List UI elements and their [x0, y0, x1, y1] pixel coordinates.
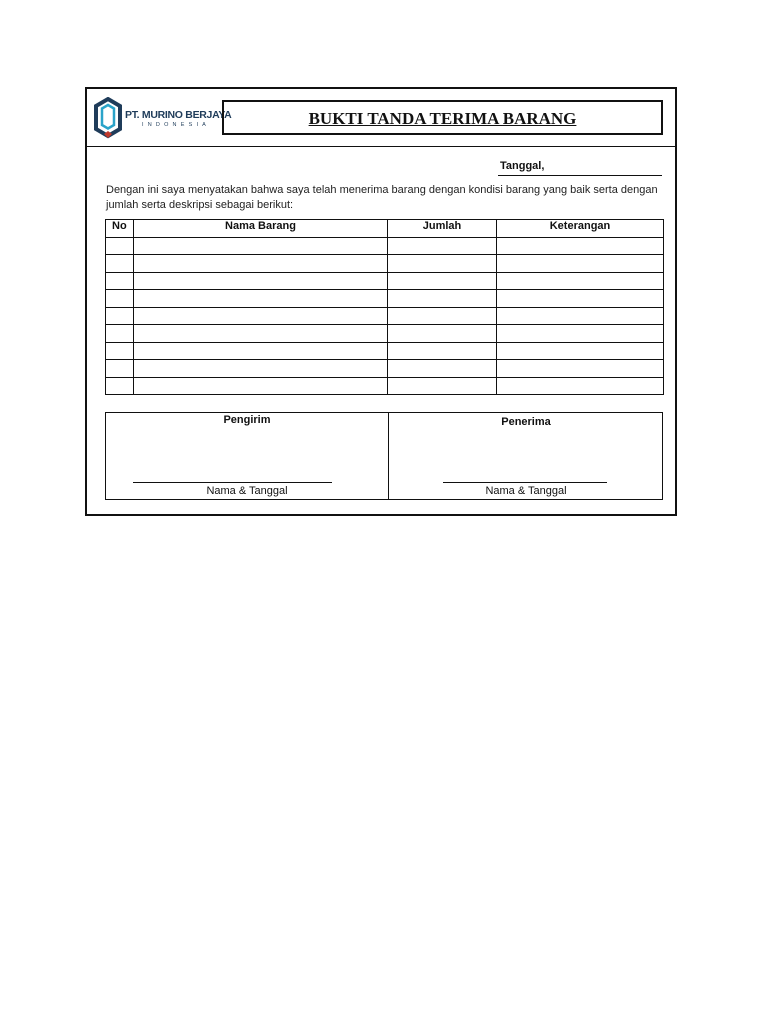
column-header-no: No	[106, 220, 134, 238]
cell-jumlah[interactable]	[388, 307, 497, 325]
title-box	[222, 100, 663, 135]
table-row	[106, 237, 664, 255]
form-header	[87, 89, 675, 147]
receiver-signature-area[interactable]	[389, 413, 663, 499]
date-label: Tanggal,	[500, 160, 545, 172]
cell-no[interactable]	[106, 272, 134, 290]
receiver-label: Penerima	[501, 416, 551, 428]
cell-jumlah[interactable]	[388, 272, 497, 290]
cell-no[interactable]	[106, 307, 134, 325]
cell-keterangan[interactable]	[497, 325, 664, 343]
receiver-signature-line	[443, 482, 607, 483]
table-header-row	[106, 220, 664, 238]
column-header-nama-barang: Nama Barang	[134, 220, 388, 238]
cell-jumlah[interactable]	[388, 342, 497, 360]
column-header-keterangan: Keterangan	[497, 220, 664, 238]
sender-footer: Nama & Tanggal	[206, 485, 288, 497]
cell-keterangan[interactable]	[497, 290, 664, 308]
date-field[interactable]	[498, 160, 662, 176]
cell-jumlah[interactable]	[388, 237, 497, 255]
cell-keterangan[interactable]	[497, 255, 664, 273]
cell-keterangan[interactable]	[497, 342, 664, 360]
column-header-jumlah: Jumlah	[388, 220, 497, 238]
cell-nama-barang[interactable]	[134, 377, 388, 395]
cell-nama-barang[interactable]	[134, 237, 388, 255]
cell-no[interactable]	[106, 325, 134, 343]
sender-signature-line	[133, 482, 332, 483]
table-row	[106, 290, 664, 308]
cell-keterangan[interactable]	[497, 307, 664, 325]
table-row	[106, 325, 664, 343]
cell-keterangan[interactable]	[497, 360, 664, 378]
cell-jumlah[interactable]	[388, 290, 497, 308]
cell-nama-barang[interactable]	[134, 307, 388, 325]
table-row	[106, 255, 664, 273]
cell-nama-barang[interactable]	[134, 255, 388, 273]
signature-box	[105, 412, 663, 500]
company-logo-icon	[94, 97, 122, 139]
company-subtitle: INDONESIA	[142, 122, 211, 128]
statement-text: Dengan ini saya menyatakan bahwa saya telah menerima barang dengan kondisi barang yang baik serta dengan jumlah serta deskripsi sebagai berikut:	[106, 184, 658, 211]
cell-no[interactable]	[106, 360, 134, 378]
cell-jumlah[interactable]	[388, 377, 497, 395]
cell-no[interactable]	[106, 342, 134, 360]
table-row	[106, 342, 664, 360]
cell-no[interactable]	[106, 237, 134, 255]
cell-nama-barang[interactable]	[134, 272, 388, 290]
cell-nama-barang[interactable]	[134, 360, 388, 378]
receipt-form	[85, 87, 677, 516]
company-name: PT. MURINO BERJAYA	[125, 109, 232, 121]
cell-no[interactable]	[106, 255, 134, 273]
cell-keterangan[interactable]	[497, 237, 664, 255]
cell-nama-barang[interactable]	[134, 342, 388, 360]
sender-label: Pengirim	[223, 414, 271, 426]
cell-jumlah[interactable]	[388, 325, 497, 343]
cell-jumlah[interactable]	[388, 255, 497, 273]
items-table	[105, 219, 664, 395]
receiver-footer: Nama & Tanggal	[485, 485, 567, 497]
cell-keterangan[interactable]	[497, 272, 664, 290]
table-row	[106, 360, 664, 378]
document-title: BUKTI TANDA TERIMA BARANG	[308, 109, 577, 128]
cell-keterangan[interactable]	[497, 377, 664, 395]
table-row	[106, 307, 664, 325]
cell-no[interactable]	[106, 290, 134, 308]
table-body	[106, 237, 664, 395]
table-row	[106, 272, 664, 290]
sender-signature-area[interactable]	[106, 413, 388, 499]
cell-nama-barang[interactable]	[134, 290, 388, 308]
cell-nama-barang[interactable]	[134, 325, 388, 343]
company-logo	[94, 97, 232, 139]
cell-no[interactable]	[106, 377, 134, 395]
cell-jumlah[interactable]	[388, 360, 497, 378]
table-row	[106, 377, 664, 395]
